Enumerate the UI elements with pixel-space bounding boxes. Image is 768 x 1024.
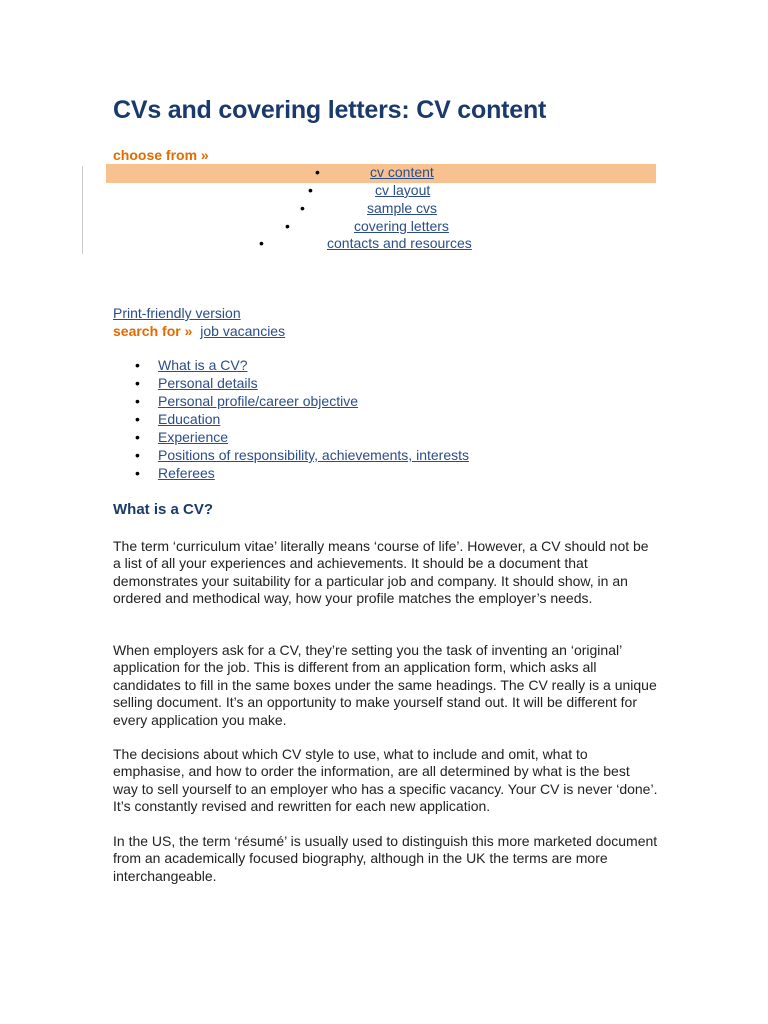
nav-link-contacts-resources[interactable]: contacts and resources (327, 235, 472, 251)
search-for-label: search for » (113, 323, 193, 339)
nav-item-cv-layout (0, 182, 768, 200)
job-vacancies-link[interactable]: job vacancies (200, 323, 286, 339)
bullet-icon: • (135, 447, 140, 463)
nav-item-sample-cvs (0, 200, 768, 218)
bullet-icon: • (135, 429, 140, 445)
toc-item (113, 411, 469, 429)
body-paragraph: In the US, the term ‘résumé’ is usually used to distinguish this more marketed document from an academically focused biography, although in the UK the terms are more interchangeable. (113, 833, 658, 884)
bullet-icon: • (300, 200, 305, 216)
toc-link-experience[interactable]: Experience (158, 429, 229, 445)
toc-item (113, 375, 469, 393)
choose-from-label: choose from » (113, 147, 209, 163)
toc-item (113, 465, 469, 483)
bullet-icon: • (135, 411, 140, 427)
toc-link-referees[interactable]: Referees (158, 465, 215, 481)
body-paragraph: The decisions about which CV style to use, what to include and omit, what to emphasise, and how to order the information, are all determined by what is the best way to sell yourself to an employer who has a specific vacancy. Your CV is never ‘done’. It’s constantly revised and rewritten for each new application. (113, 746, 658, 815)
bullet-icon: • (308, 182, 313, 198)
nav-link-cv-layout[interactable]: cv layout (375, 182, 431, 198)
toc-link-positions[interactable]: Positions of responsibility, achievements, interests (158, 447, 469, 463)
toc-link-education[interactable]: Education (158, 411, 221, 427)
nav-link-covering-letters[interactable]: covering letters (354, 218, 449, 234)
toc-item (113, 429, 469, 447)
nav-item-cv-content (0, 164, 768, 182)
body-paragraph: The term ‘curriculum vitae’ literally means ‘course of life’. However, a CV should not be a list of all your experiences and achievements. It should be a document that demonstrates your suitability for a particular job and company. It should show, in an ordered and methodical way, how your profile matches the employer’s needs. (113, 538, 649, 607)
nav-item-covering-letters (0, 218, 768, 236)
print-friendly-link[interactable]: Print-friendly version (113, 305, 241, 321)
bullet-icon: • (259, 235, 264, 251)
search-row (113, 323, 285, 339)
bullet-icon: • (135, 465, 140, 481)
bullet-icon: • (135, 393, 140, 409)
bullet-icon: • (315, 164, 320, 180)
toc-item (113, 357, 469, 375)
bullet-icon: • (135, 357, 140, 373)
bullet-icon: • (285, 218, 290, 234)
table-of-contents (113, 357, 469, 483)
toc-link-personal-details[interactable]: Personal details (158, 375, 258, 391)
toc-link-what-is-cv[interactable]: What is a CV? (158, 357, 248, 373)
toc-item (113, 447, 469, 465)
toc-link-personal-profile[interactable]: Personal profile/career objective (158, 393, 358, 409)
section-heading: What is a CV? (113, 501, 214, 518)
nav-item-contacts-resources (0, 235, 768, 253)
page-title: CVs and covering letters: CV content (113, 96, 547, 124)
nav-link-sample-cvs[interactable]: sample cvs (367, 200, 438, 216)
body-paragraph: When employers ask for a CV, they’re setting you the task of inventing an ‘original’ application for the job. This is different from an application form, which asks all candidates to fill in the same boxes under the same headings. The CV really is a unique selling document. It’s an opportunity to make yourself stand out. It will be different for every application you make. (113, 642, 657, 728)
toc-item (113, 393, 469, 411)
nav-link-cv-content[interactable]: cv content (370, 164, 434, 180)
bullet-icon: • (135, 375, 140, 391)
